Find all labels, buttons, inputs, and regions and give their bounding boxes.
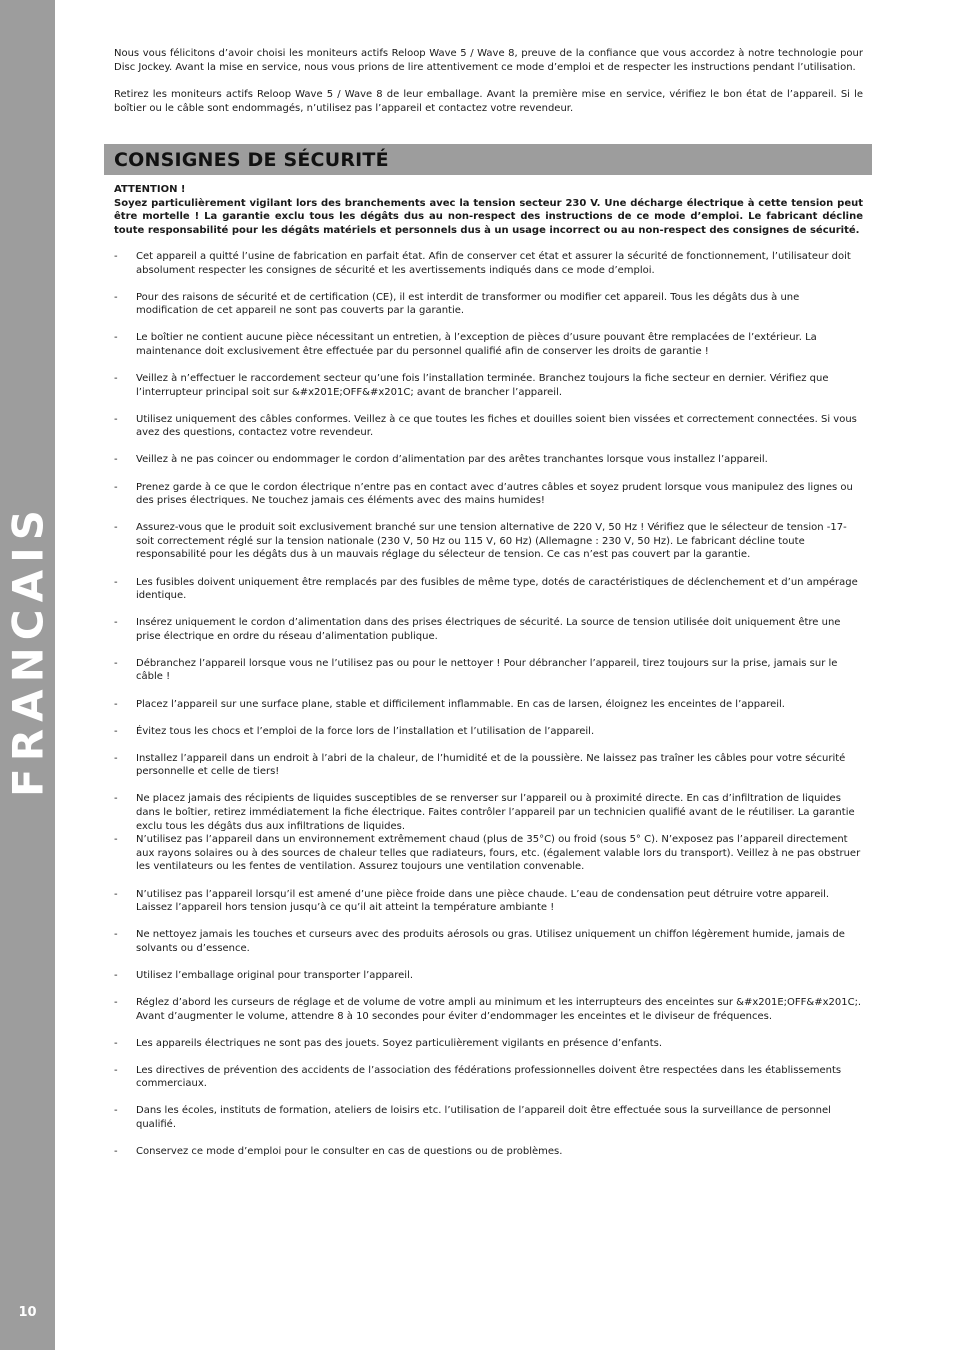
list-item: - Débranchez l’appareil lorsque vous ne l’utilisez pas ou pour le nettoyer ! Pour débrancher l’appareil, tirez toujours sur la prise, jamais sur le câble ! (114, 657, 863, 684)
list-item: - Dans les écoles, instituts de formation, ateliers de loisirs etc. l’utilisation de l’appareil doit être effectuée sous la surveillance de personnel qualifié. (114, 1104, 863, 1131)
section-header-bar (104, 144, 872, 175)
warning-title: ATTENTION ! (114, 184, 186, 195)
safety-list (114, 250, 863, 1159)
list-item: - Placez l’appareil sur une surface plane, stable et difficilement inflammable. En cas de larsen, éloignez les enceintes de l’appareil. (114, 698, 863, 712)
list-item: - Installez l’appareil dans un endroit à l’abri de la chaleur, de l’humidité et de la poussière. Ne laissez pas traîner les câbles pour votre sécurité personnelle et celle de tiers! (114, 752, 863, 779)
language-label (0, 500, 55, 800)
intro-paragraph-2: Retirez les moniteurs actifs Reloop Wave 5 / Wave 8 de leur emballage. Avant la première mise en service, vérifiez le bon état de l’appareil. Si le boîtier ou le câble sont endommagés, n’utilisez pas l’appareil et contactez votre revendeur. (114, 89, 863, 114)
list-item: - Utilisez l’emballage original pour transporter l’appareil. (114, 969, 863, 983)
language-sidebar (0, 0, 55, 1350)
list-item: - Assurez-vous que le produit soit exclusivement branché sur une tension alternative de 220 V, 50 Hz ! Vérifiez que le sélecteur de tension -17- soit correctement réglé sur la tension nationale (230 V, 50 Hz ou 115 V, 60 Hz) (Allemagne : 230 V, 50 Hz). Le fabricant décline toute responsabilité pour les dégâts dus à un mauvais réglage du sélecteur de tension. Ce cas n’est pas couvert par la garantie. (114, 521, 863, 562)
list-item: - Les directives de prévention des accidents de l’association des fédérations professionnelles doivent être respectées dans les établissements commerciaux. (114, 1064, 863, 1091)
list-item: - Ne placez jamais des récipients de liquides susceptibles de se renverser sur l’appareil ou à proximité directe. En cas d’infiltration de liquides dans le boîtier, retirez immédiatement la fiche électrique. Faites contrôler l’appareil par un technicien qualifié avant de le réutiliser. La garantie exclu tous les dégâts dus aux infiltrations de liquides. (114, 792, 863, 833)
list-item: - Insérez uniquement le cordon d’alimentation dans des prises électriques de sécurité. La source de tension utilisée doit uniquement être une prise électrique en ordre du réseau d’alimentation publique. (114, 616, 863, 643)
list-item: - Pour des raisons de sécurité et de certification (CE), il est interdit de transformer ou modifier cet appareil. Tous les dégâts dus à une modification de cet appareil ne sont pas couverts par la garantie. (114, 291, 863, 318)
list-item: - Veillez à n’effectuer le raccordement secteur qu’une fois l’installation terminée. Branchez toujours la fiche secteur en dernier. Vérifiez que l’interrupteur principal soit sur &#x201E;OFF&#x201C; avant de brancher l’appareil. (114, 372, 863, 399)
list-item: - Réglez d’abord les curseurs de réglage et de volume de votre ampli au minimum et les interrupteurs des enceintes sur &#x201E;OFF&#x201C;. Avant d’augmenter le volume, attendre 8 à 10 secondes pour éviter d’endommager les enceintes et le diviseur de fréquences. (114, 996, 863, 1023)
page-number: 10 (18, 1305, 37, 1320)
list-item: - N’utilisez pas l’appareil lorsqu’il est amené d’une pièce froide dans une pièce chaude. L’eau de condensation peut détruire votre appareil. Laissez l’appareil hors tension jusqu’à ce qu’il ait atteint la température ambiante ! (114, 888, 863, 915)
section-title: CONSIGNES DE SÉCURITÉ (114, 149, 389, 171)
list-item: - Veillez à ne pas coincer ou endommager le cordon d’alimentation par des arêtes tranchantes lorsque vous installez l’appareil. (114, 453, 863, 467)
intro-section (114, 47, 863, 115)
list-item: - Ne nettoyez jamais les touches et curseurs avec des produits aérosols ou gras. Utilisez uniquement un chiffon légèrement humide, jamais de solvants ou d’essence. (114, 928, 863, 955)
list-item: - N’utilisez pas l’appareil dans un environnement extrêmement chaud (plus de 35°C) ou froid (sous 5° C). N’exposez pas l’appareil directement aux rayons solaires ou à des sources de chaleur telles que radiateurs, fours, etc. (également valable lors du transport). Veillez à ne pas obstruer les ventilateurs ou les fentes de ventilation. Assurez toujours une ventilation convenable. (114, 833, 863, 874)
warning-block (114, 183, 863, 237)
list-item: - Le boîtier ne contient aucune pièce nécessitant un entretien, à l’exception de pièces d’usure pouvant être remplacées de l’extérieur. La maintenance doit exclusivement être effectuée par du personnel qualifié afin de conserver les droits de garantie ! (114, 331, 863, 358)
intro-paragraph-1: Nous vous félicitons d’avoir choisi les moniteurs actifs Reloop Wave 5 / Wave 8, preuve de la confiance que vous accordez à notre technologie pour Disc Jockey. Avant la mise en service, nous vous prions de lire attentivement ce mode d’emploi et de respecter les instructions pendant l’utilisation. (114, 48, 863, 73)
warning-body: Soyez particulièrement vigilant lors des branchements avec la tension secteur 230 V. Une décharge électrique à cette tension peut être mortelle ! La garantie exclu tous les dégâts dus au non-respect des instructions de ce mode d’emploi. Le fabricant décline toute responsabilité pour les dégâts matériels et personnels dus à un usage incorrect ou au non-respect des consignes de sécurité. (114, 197, 863, 236)
list-item: - Conservez ce mode d’emploi pour le consulter en cas de questions ou de problèmes. (114, 1145, 863, 1159)
list-item: - Prenez garde à ce que le cordon électrique n’entre pas en contact avec d’autres câbles et soyez prudent lorsque vous manipulez des lignes ou des prises électriques. Ne touchez jamais ces éléments avec des mains humides! (114, 481, 863, 508)
list-item: - Utilisez uniquement des câbles conformes. Veillez à ce que toutes les fiches et douilles soient bien vissées et correctement connectées. Si vous avez des questions, contactez votre revendeur. (114, 413, 863, 440)
list-item: - Les appareils électriques ne sont pas des jouets. Soyez particulièrement vigilants en présence d’enfants. (114, 1037, 863, 1051)
language-label-text: FRANCAIS (3, 503, 52, 797)
list-item: - Les fusibles doivent uniquement être remplacés par des fusibles de même type, dotés de caractéristiques de déclenchement et d’un ampérage identique. (114, 576, 863, 603)
list-item: - Cet appareil a quitté l’usine de fabrication en parfait état. Afin de conserver cet état et assurer la sécurité de fonctionnement, l’utilisateur doit absolument respecter les consignes de sécurité et les avertissements indiqués dans ce mode d’emploi. (114, 250, 863, 277)
list-item: - Évitez tous les chocs et l’emploi de la force lors de l’installation et l’utilisation de l’appareil. (114, 725, 863, 739)
